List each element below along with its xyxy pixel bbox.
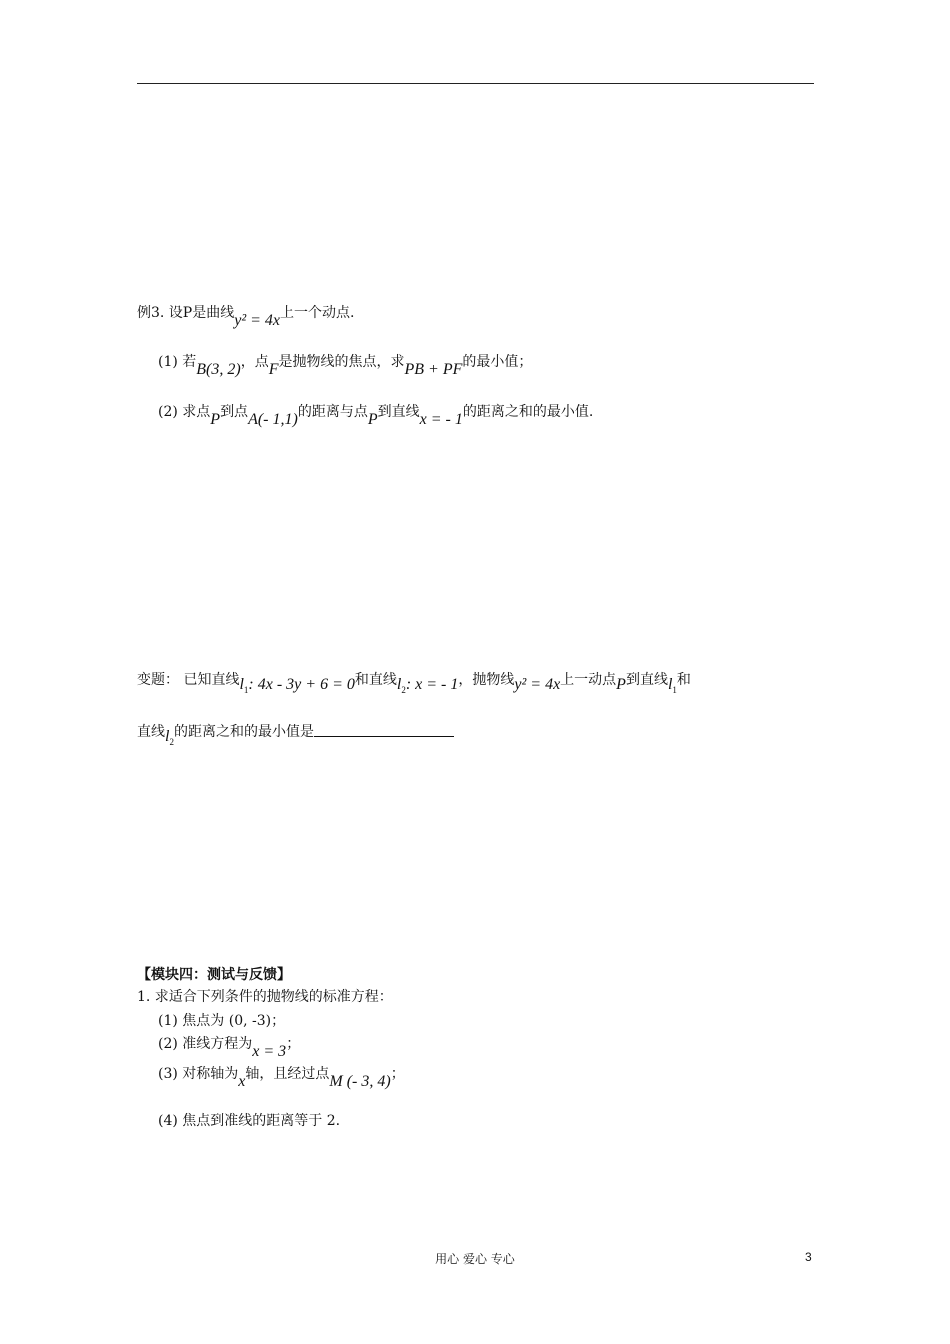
item2-end: ； (286, 1036, 301, 1052)
module4-item4: (4) 焦点到准线的距离等于 2. (158, 1113, 341, 1129)
point-P: P (210, 411, 221, 428)
point-B: B(3, 2) (196, 361, 241, 378)
variant-line2-prefix: 直线 (137, 724, 165, 740)
example3-intro (137, 303, 355, 329)
q2-end: 的距离之和的最小值. (462, 404, 594, 420)
example3-intro-text: 例3. 设P是曲线 (137, 305, 235, 321)
point-A: A(- 1,1) (248, 411, 298, 428)
axis-x: x (238, 1073, 246, 1090)
item3-end: ； (390, 1066, 405, 1082)
item2-prefix: (2) 准线方程为 (158, 1036, 253, 1052)
variant-mid3: 上一动点 (560, 672, 617, 688)
q2-mid1: 到点 (220, 404, 249, 420)
q2-mid3: 到直线 (377, 404, 420, 420)
q1-mid1: ，点 (240, 354, 269, 370)
item3-prefix: (3) 对称轴为 (158, 1066, 239, 1082)
module4-q1: 1. 求适合下列条件的抛物线的标准方程： (137, 989, 393, 1005)
line-l1-ref: $l_1$ (667, 676, 677, 695)
page-number: 3 (805, 1250, 812, 1264)
module4-title: 【模块四：测试与反馈】 (137, 967, 291, 983)
point-F: F (268, 361, 279, 378)
example3-intro-end: 上一个动点. (280, 305, 355, 321)
variant-point-P: P (616, 676, 626, 693)
variant-prefix: 变题： 已知直线 (137, 672, 240, 688)
point-M: M (- 3, 4) (329, 1073, 391, 1090)
variant-line1 (137, 670, 691, 695)
line-x-eq: x = - 1 (419, 411, 463, 428)
q2-mid2: 的距离与点 (297, 404, 368, 420)
header-rule (137, 83, 814, 84)
variant-mid4: 到直线 (625, 672, 668, 688)
example3-q2 (158, 402, 594, 428)
module4-item2 (158, 1034, 301, 1060)
point-P-2: P (367, 411, 378, 428)
answer-blank[interactable] (314, 722, 454, 737)
directrix-equation: x = 3 (252, 1043, 287, 1060)
q1-prefix: (1) 若 (158, 354, 197, 370)
q1-mid2: 是抛物线的焦点，求 (278, 354, 405, 370)
q1-end: 的最小值； (462, 354, 533, 370)
variant-mid1: 和直线 (354, 672, 397, 688)
variant-mid2: ，抛物线 (458, 672, 515, 688)
example3-q1 (158, 352, 533, 378)
line-l2-ref: $l_2$ (165, 728, 174, 747)
variant-line2-end: 的距离之和的最小值是 (173, 724, 314, 740)
line-l1: $l_1$: 4x - 3y + 6 = 0 (239, 676, 355, 695)
variant-line2 (137, 722, 454, 747)
curve-equation: y² = 4x (234, 312, 281, 329)
line-l2: $l_2$: x = - 1 (396, 676, 459, 695)
q1-expression: PB + PF (404, 361, 463, 378)
item3-mid: 轴，且经过点 (245, 1066, 330, 1082)
q2-prefix: (2) 求点 (158, 404, 211, 420)
footer-motto: 用心 爱心 专心 (435, 1252, 515, 1266)
module4-item3 (158, 1064, 405, 1090)
module4-item1: (1) 焦点为 (0, -3)； (158, 1013, 286, 1029)
variant-mid5: 和 (676, 672, 691, 688)
parabola-equation: y² = 4x (514, 676, 561, 693)
